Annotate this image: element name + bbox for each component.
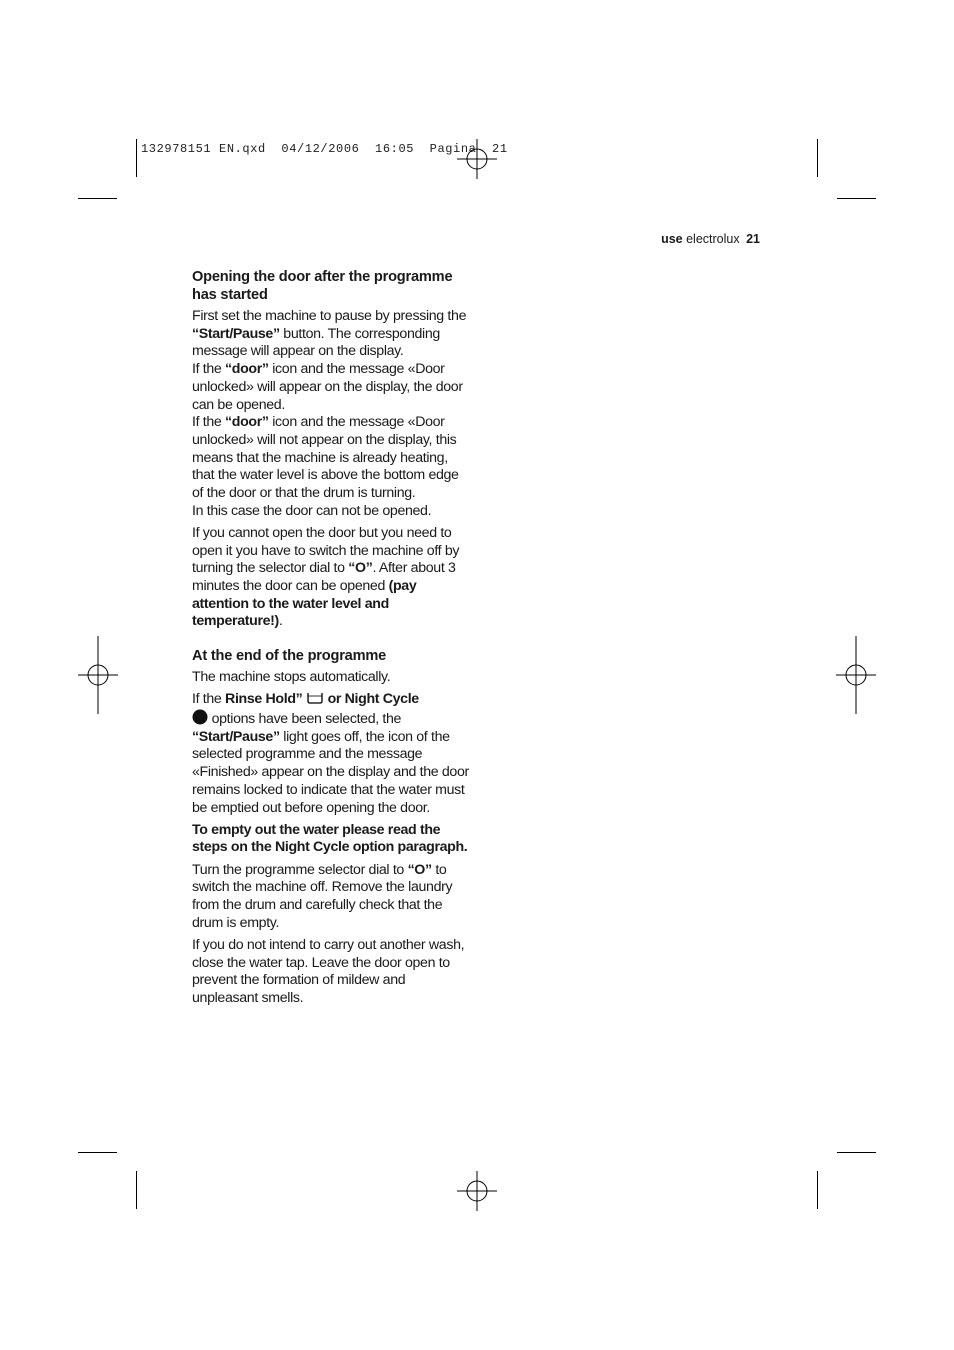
- section-label: use: [661, 232, 683, 246]
- text-column: [192, 268, 472, 1012]
- crop-mark: [136, 1171, 137, 1209]
- registration-mark-icon: [457, 1171, 497, 1211]
- printer-slug: 132978151 EN.qxd 04/12/2006 16:05 Pagina 21: [141, 142, 508, 156]
- registration-mark-icon: [78, 636, 118, 714]
- crop-mark: [837, 1152, 876, 1153]
- paragraph: Turn the programme selector dial to “O” to switch the machine off. Remove the laundry from the drum and carefully check that the drum is empty.: [192, 861, 453, 931]
- brand-label: electrolux: [686, 232, 740, 246]
- night-cycle-icon: [192, 709, 208, 725]
- crop-mark: [78, 1152, 117, 1153]
- section-heading-end-of-programme: At the end of the programme: [192, 648, 387, 665]
- rinse-hold-icon: [306, 692, 324, 705]
- page-number: 21: [746, 232, 760, 246]
- paragraph: If the Rinse Hold” or Night Cycle options have been selected, the “Start/Pause” light goes off, the icon of the selected programme and the message «Finished» appear on the display and the door remains locked to indicate that the water must be emptied out before opening the door.: [192, 691, 469, 816]
- crop-mark: [78, 198, 117, 199]
- running-head: [661, 232, 760, 246]
- crop-mark: [817, 1171, 818, 1209]
- paragraph: The machine stops automatically.: [192, 669, 391, 686]
- crop-mark: [136, 139, 137, 177]
- registration-mark-icon: [457, 139, 497, 179]
- paragraph: First set the machine to pause by pressing the “Start/Pause” button. The corresponding message will appear on the display. If the “door” icon and the message «Door unlocked» will appear on the display, the door can be opened. If the “door” icon and the message «Door unlocked» will not appear on the display, this means that the machine is already heating, that the water level is above the bottom edge of the door or that the drum is turning. In this case the door can not be opened.: [192, 308, 467, 519]
- crop-mark: [837, 198, 876, 199]
- section-heading-opening-door: Opening the door after the programme has started: [192, 269, 453, 303]
- paragraph: If you do not intend to carry out another wash, close the water tap. Leave the door open to prevent the formation of mildew and unpleasant smells.: [192, 937, 465, 1007]
- crop-mark: [817, 139, 818, 177]
- registration-mark-icon: [836, 636, 876, 714]
- paragraph: If you cannot open the door but you need to open it you have to switch the machine off by turning the selector dial to “O”. After about 3 minutes the door can be opened (pay attention to the water level and temperature!).: [192, 524, 460, 630]
- paragraph: To empty out the water please read the steps on the Night Cycle option paragraph.: [192, 821, 468, 856]
